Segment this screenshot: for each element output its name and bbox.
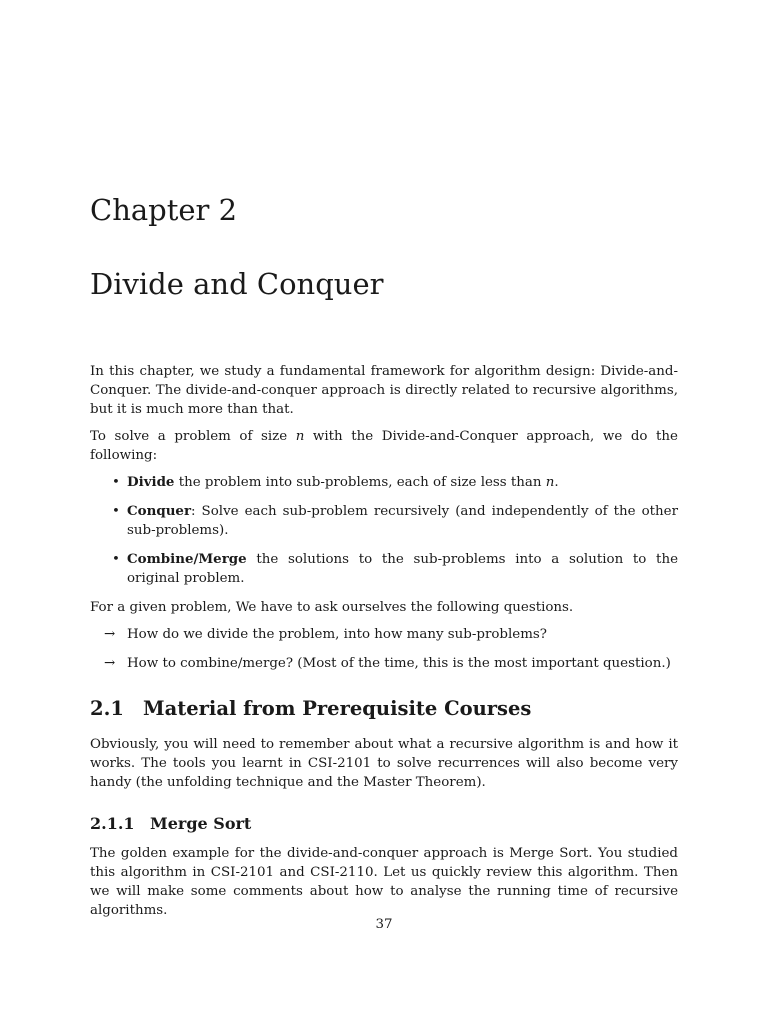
list-item-conquer: • Conquer: Solve each sub-problem recursively (and independently of the other sub-problems). — [112, 503, 678, 538]
bullet-icon: • — [112, 552, 120, 567]
bullet-icon: • — [112, 475, 120, 490]
arrow-right-icon: → — [104, 656, 116, 671]
variable-n: n — [295, 429, 305, 444]
subsection-paragraph: The golden example for the divide-and-conquer approach is Merge Sort. You studied this algorithm in CSI-2101 and CSI-2110. Let us quickly review this algorithm. Then we will make some comments about how to analyse the running time of recursive algorithms. — [90, 846, 678, 918]
bullet-icon: • — [112, 504, 120, 519]
arrow-right-icon: → — [104, 627, 116, 642]
approach-paragraph: To solve a problem of size n with the Divide-and-Conquer approach, we do the following: — [90, 429, 678, 463]
list-item-question: → How do we divide the problem, into how many sub-problems? — [104, 627, 547, 642]
subsection-title: Merge Sort — [150, 814, 252, 833]
list-item-divide: • Divide the problem into sub-problems, each of size less than n. — [112, 474, 559, 490]
term-combine-merge: Combine/Merge — [127, 551, 247, 567]
page-number: 37 — [375, 917, 393, 932]
chapter-title: Divide and Conquer — [90, 267, 384, 301]
subsection-number: 2.1.1 — [90, 814, 135, 833]
variable-n: n — [545, 475, 555, 490]
subsection-heading — [90, 814, 678, 834]
section-heading — [90, 697, 678, 721]
intro-paragraph: In this chapter, we study a fundamental framework for algorithm design: Divide-and-Conquer. The divide-and-conquer approach is directly related to recursive algorithms, but it is much more than that. — [90, 364, 678, 417]
list-item-question: → How to combine/merge? (Most of the time, this is the most important question.) — [104, 656, 671, 671]
chapter-label: Chapter 2 — [90, 193, 238, 227]
steps-list — [90, 473, 678, 588]
list-item-combine: • Combine/Merge the solutions to the sub-problems into a solution to the original problem. — [112, 551, 678, 586]
term-divide: Divide — [127, 474, 175, 490]
chapter-body — [90, 362, 678, 928]
term-conquer: Conquer — [127, 503, 191, 519]
section-paragraph: Obviously, you will need to remember about what a recursive algorithm is and how it works. The tools you learnt in CSI-2101 to solve recurrences will also become very handy (the unfolding technique and the Master Theorem). — [90, 737, 678, 790]
section-title: Material from Prerequisite Courses — [143, 697, 532, 720]
section-number: 2.1 — [90, 697, 124, 720]
questions-intro: For a given problem, We have to ask ourselves the following questions. — [90, 600, 574, 615]
questions-list — [90, 625, 678, 673]
page — [90, 0, 678, 1024]
